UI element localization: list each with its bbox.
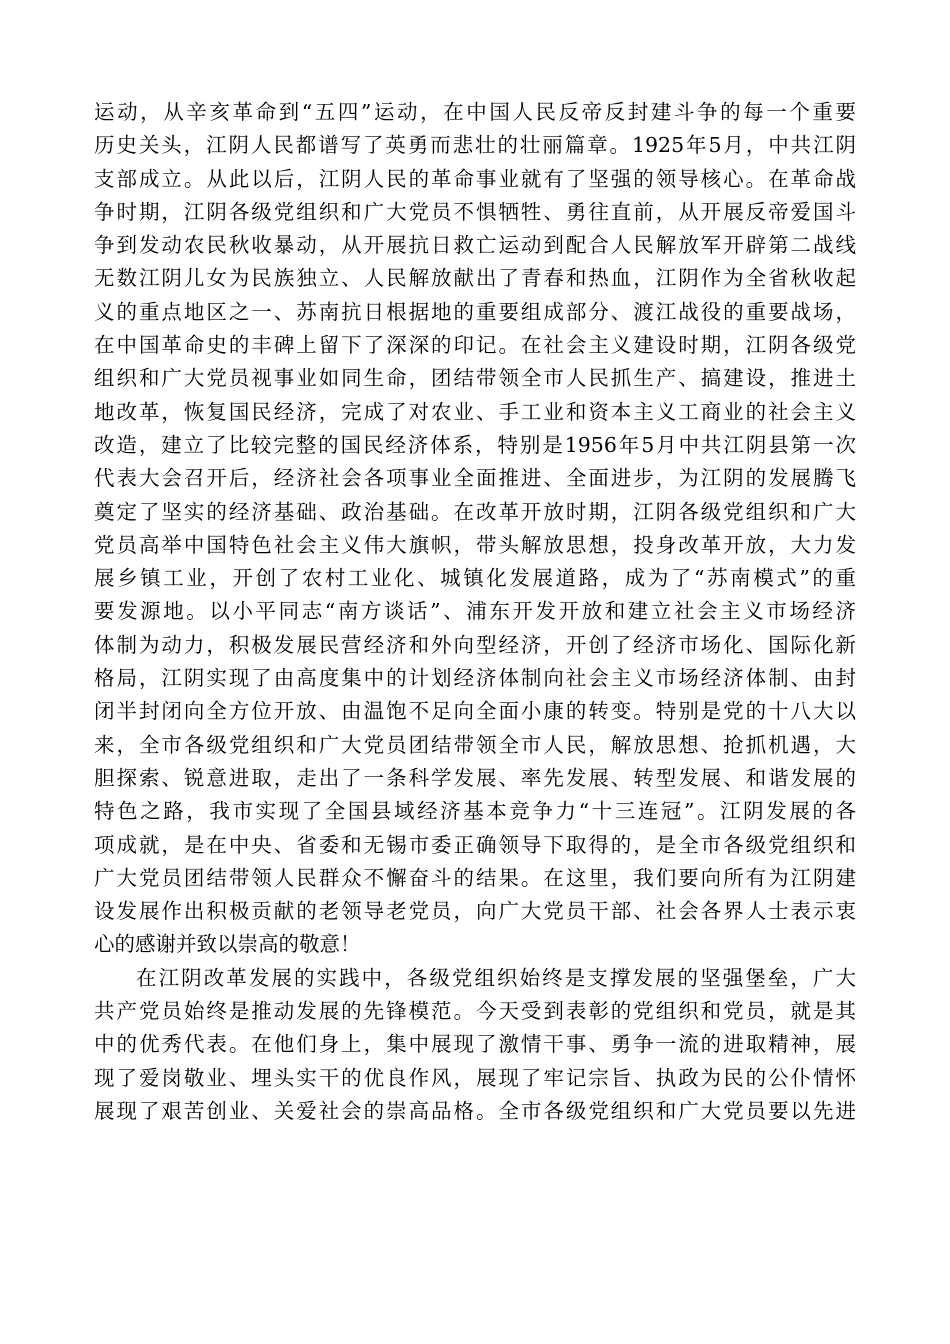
text-line: 展现了艰苦创业、关爱社会的崇高品格。全市各级党组织和广大党员要以先进 (94, 1098, 856, 1123)
paragraph-1 (94, 96, 856, 962)
text-line: 来，全市各级党组织和广大党员团结带领全市人民，解放思想、抢抓机遇，大 (94, 732, 856, 757)
text-line: 党员高举中国特色社会主义伟大旗帜，带头解放思想，投身改革开放，大力发 (94, 532, 856, 557)
text-line: 要发源地。以小平同志“南方谈话”、浦东开发开放和建立社会主义市场经济 (94, 599, 856, 624)
paragraph-2 (94, 962, 856, 1128)
text-line: 共产党员始终是推动发展的先锋模范。今天受到表彰的党组织和党员，就是其 (94, 999, 856, 1024)
text-line: 运动，从辛亥革命到“五四”运动，在中国人民反帝反封建斗争的每一个重要 (94, 100, 856, 124)
text-line: 项成就，是在中央、省委和无锡市委正确领导下取得的，是全市各级党组织和 (94, 832, 856, 857)
text-line: 无数江阴儿女为民族独立、人民解放献出了青春和热血，江阴作为全省秋收起 (94, 266, 856, 291)
text-line: 地改革，恢复国民经济，完成了对农业、手工业和资本主义工商业的社会主义 (94, 399, 856, 424)
text-line: 历史关头，江阴人民都谱写了英勇而悲壮的壮丽篇章。1925年5月，中共江阴 (94, 133, 856, 158)
text-line: 心的感谢并致以崇高的敬意！ (94, 932, 361, 957)
text-line: 特色之路，我市实现了全国县域经济基本竞争力“十三连冠”。江阴发展的各 (94, 799, 856, 824)
document-page (94, 96, 856, 1128)
text-line: 格局，江阴实现了由高度集中的计划经济体制向社会主义市场经济体制、由封 (94, 666, 856, 691)
text-line: 在中国革命史的丰碑上留下了深深的印记。在社会主义建设时期，江阴各级党 (94, 333, 856, 358)
text-line: 现了爱岗敬业、埋头实干的优良作风，展现了牢记宗旨、执政为民的公仆情怀 (94, 1065, 856, 1090)
text-line: 体制为动力，积极发展民营经济和外向型经济，开创了经济市场化、国际化新 (94, 632, 856, 657)
text-line: 胆探索、锐意进取，走出了一条科学发展、率先发展、转型发展、和谐发展的 (94, 765, 856, 790)
text-line: 争到发动农民秋收暴动，从开展抗日救亡运动到配合人民解放军开辟第二战线 (94, 233, 856, 258)
text-line: 闭半封闭向全方位开放、由温饱不足向全面小康的转变。特别是党的十八大以 (94, 699, 856, 724)
text-line: 在江阴改革发展的实践中，各级党组织始终是支撑发展的坚强堡垒，广大 (136, 965, 856, 990)
text-line: 组织和广大党员视事业如同生命，团结带领全市人民抓生产、搞建设，推进土 (94, 366, 856, 391)
text-line: 代表大会召开后，经济社会各项事业全面推进、全面进步，为江阴的发展腾飞 (94, 466, 856, 491)
text-line: 设发展作出积极贡献的老领导老党员，向广大党员干部、社会各界人士表示衷 (94, 899, 856, 924)
text-line: 义的重点地区之一、苏南抗日根据地的重要组成部分、渡江战役的重要战场， (94, 299, 856, 324)
text-line: 支部成立。从此以后，江阴人民的革命事业就有了坚强的领导核心。在革命战 (94, 166, 856, 191)
text-line: 展乡镇工业，开创了农村工业化、城镇化发展道路，成为了“苏南模式”的重 (94, 566, 856, 591)
text-line: 改造，建立了比较完整的国民经济体系，特别是1956年5月中共江阴县第一次 (94, 432, 856, 457)
text-line: 广大党员团结带领人民群众不懈奋斗的结果。在这里，我们要向所有为江阴建 (94, 865, 856, 890)
text-line: 奠定了坚实的经济基础、政治基础。在改革开放时期，江阴各级党组织和广大 (94, 499, 856, 524)
text-line: 争时期，江阴各级党组织和广大党员不惧牺牲、勇往直前，从开展反帝爱国斗 (94, 199, 856, 224)
text-line: 中的优秀代表。在他们身上，集中展现了激情干事、勇争一流的进取精神，展 (94, 1032, 856, 1057)
